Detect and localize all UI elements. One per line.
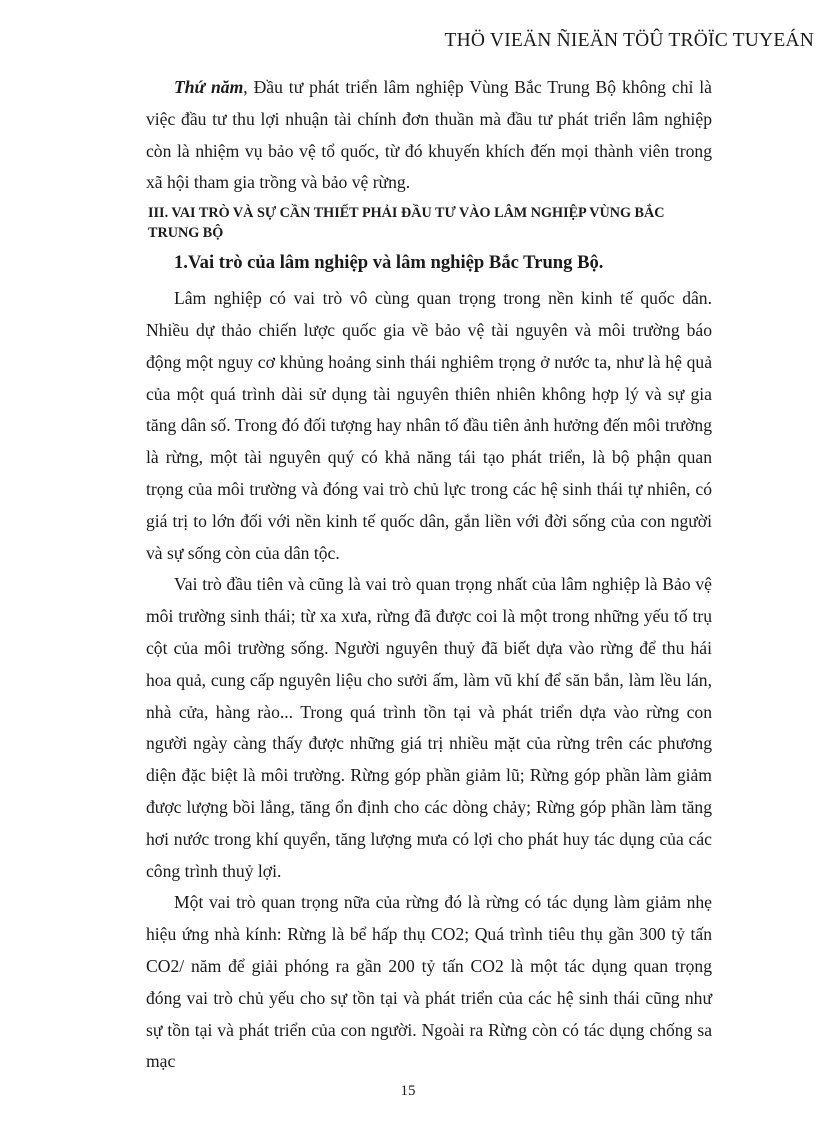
sub-heading: 1.Vai trò của lâm nghiệp và lâm nghiệp Bắc Trung Bộ.	[174, 252, 604, 274]
page-number-text: 15	[400, 1083, 416, 1099]
paragraph-3: Vai trò đầu tiên và cũng là vai trò quan trọng nhất của lâm nghiệp là Bảo vệ môi trường sinh thái; từ xa xưa, rừng đã được coi là một trong những yếu tố trụ cột của môi trường sống. Người nguyên thuỷ đã biết dựa vào rừng để thu hái hoa quả, cung cấp nguyên liệu cho sưởi ấm, làm vũ khí để săn bắn, làm lều lán, nhà cửa, hàng rào... Trong quá trình tồn tại và phát triển dựa vào rừng con người ngày càng thấy được những giá trị nhiều mặt của rừng trên các phương diện đặc biệt là môi trường. Rừng góp phần giảm lũ; Rừng góp phần làm giảm được lượng bồi lắng, tăng ổn định cho các dòng chảy; Rừng góp phần làm tăng hơi nước trong khí quyển, tăng lượng mưa có lợi cho phát huy tác dụng của các công trình thuỷ lợi.	[146, 574, 712, 881]
paragraph-1-text: , Đầu tư phát triển lâm nghiệp Vùng Bắc Trung Bộ không chỉ là việc đầu tư thu lợi nhuận tài chính đơn thuần mà đầu tư phát triển lâm nghiệp còn là nhiệm vụ bảo vệ tổ quốc, từ đó khuyến khích đến mọi thành viên trong xã hội tham gia trồng và bảo vệ rừng.	[146, 77, 712, 193]
section-heading: III. VAI TRÒ VÀ SỰ CẦN THIẾT PHẢI ĐẦU TƯ VÀO LÂM NGHIỆP VÙNG BẮC TRUNG BỘ	[148, 205, 665, 242]
paragraph-lead: Thứ năm	[174, 77, 244, 97]
paragraph-4: Một vai trò quan trọng nữa của rừng đó là rừng có tác dụng làm giảm nhẹ hiệu ứng nhà kính: Rừng là bể hấp thụ CO2; Quá trình tiêu thụ gần 300 tỷ tấn CO2/ năm để giải phóng ra gần 200 tỷ tấn CO2 là một tác dụng quan trọng đóng vai trò chủ yếu cho sự tồn tại và phát triển của các hệ sinh thái cũng như sự tồn tại và phát triển của con người. Ngoài ra Rừng còn có tác dụng chống sa mạc	[146, 892, 712, 1072]
page-number	[0, 1083, 816, 1100]
page-header: THÖ VIEÄN ÑIEÄN TÖÛ TRÖÏC TUYEÁN	[444, 30, 814, 51]
document-body	[146, 72, 712, 1078]
paragraph-2: Lâm nghiệp có vai trò vô cùng quan trọng trong nền kinh tế quốc dân. Nhiều dự thảo chiến lược quốc gia về bảo vệ tài nguyên và môi trường báo động một nguy cơ khủng hoảng sinh thái nghiêm trọng ở nước ta, như là hệ quả của một quá trình dài sử dụng tài nguyên thiên nhiên không hợp lý và sự gia tăng dân số. Trong đó đối tượng hay nhân tố đầu tiên ảnh hưởng đến môi trường là rừng, một tài nguyên quý có khả năng tái tạo phát triển, là bộ phận quan trọng của môi trường và đóng vai trò chủ lực trong các hệ sinh thái tự nhiên, có giá trị to lớn đối với nền kinh tế quốc dân, gắn liền với đời sống của con người và sự sống còn của dân tộc.	[146, 288, 712, 563]
paragraph-1	[146, 72, 712, 199]
